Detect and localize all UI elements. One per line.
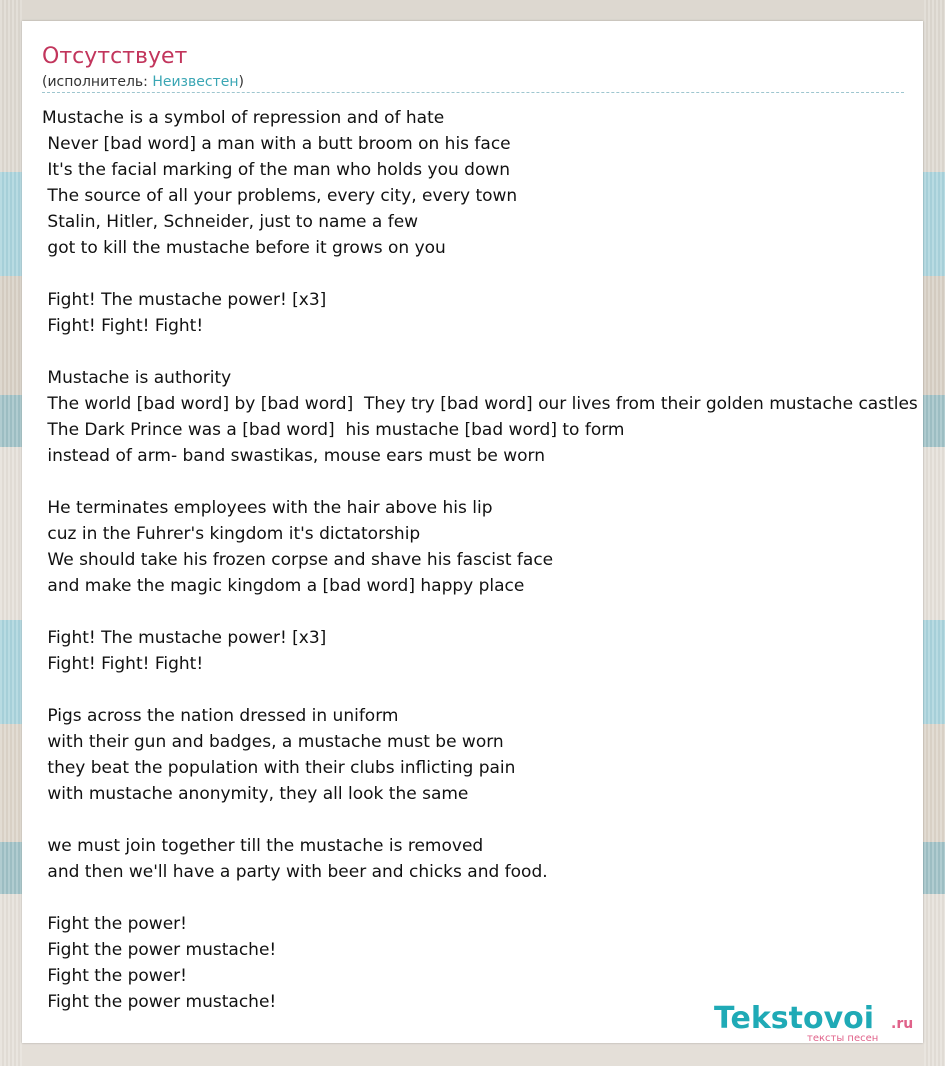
lyric-line: Never [bad word] a man with a butt broom on his face xyxy=(42,134,511,154)
background-right-stripes xyxy=(924,0,945,1066)
lyric-line: cuz in the Fuhrer's kingdom it's dictatorship xyxy=(42,524,421,544)
lyric-line: Mustache is authority xyxy=(42,368,232,388)
lyric-line: The world [bad word] by [bad word] They try [bad word] our lives from their golden mustache castles xyxy=(42,394,918,414)
lyric-line xyxy=(42,339,918,365)
lyric-line: Stalin, Hitler, Schneider, just to name a few xyxy=(42,212,419,232)
lyric-line: The Dark Prince was a [bad word] his mustache [bad word] to form xyxy=(42,420,625,440)
logo-tld: .ru xyxy=(891,1016,914,1032)
lyric-line: We should take his frozen corpse and shave his fascist face xyxy=(42,550,554,570)
lyric-line: Fight! The mustache power! [x3] xyxy=(42,628,327,648)
lyric-line xyxy=(42,677,918,703)
lyric-line: Fight! Fight! Fight! xyxy=(42,654,204,674)
lyric-line: Fight the power mustache! xyxy=(42,940,277,960)
artist-prefix: (исполнитель: xyxy=(42,74,153,90)
artist-line xyxy=(42,73,244,91)
lyric-line: and make the magic kingdom a [bad word] happy place xyxy=(42,576,525,596)
lyric-line: with mustache anonymity, they all look the same xyxy=(42,784,469,804)
lyric-line: He terminates employees with the hair above his lip xyxy=(42,498,493,518)
lyric-line: they beat the population with their clubs inflicting pain xyxy=(42,758,516,778)
lyric-line xyxy=(42,469,918,495)
lyric-line: Fight! Fight! Fight! xyxy=(42,316,204,336)
title-divider xyxy=(42,92,904,93)
lyric-line: with their gun and badges, a mustache must be worn xyxy=(42,732,504,752)
lyric-line: The source of all your problems, every city, every town xyxy=(42,186,518,206)
lyric-line: Fight the power! xyxy=(42,966,187,986)
lyric-line xyxy=(42,807,918,833)
song-title: Отсутствует xyxy=(42,44,188,69)
lyric-line: Pigs across the nation dressed in uniform xyxy=(42,706,399,726)
lyric-line: instead of arm- band swastikas, mouse ears must be worn xyxy=(42,446,545,466)
lyric-line xyxy=(42,261,918,287)
logo-tagline: тексты песен xyxy=(807,1033,879,1044)
lyric-line xyxy=(42,885,918,911)
lyric-line: got to kill the mustache before it grows on you xyxy=(42,238,446,258)
artist-suffix: ) xyxy=(238,74,244,90)
lyric-line: Fight! The mustache power! [x3] xyxy=(42,290,327,310)
lyric-line: we must join together till the mustache is removed xyxy=(42,836,484,856)
site-logo[interactable] xyxy=(714,1001,924,1044)
lyrics-text xyxy=(42,105,918,1015)
lyrics-card xyxy=(22,21,923,1043)
background-left-stripes xyxy=(0,0,22,1066)
lyric-line: Fight the power! xyxy=(42,914,187,934)
lyric-line: Fight the power mustache! xyxy=(42,992,277,1012)
artist-link[interactable]: Неизвестен xyxy=(152,74,239,90)
lyric-line: Mustache is a symbol of repression and of hate xyxy=(42,108,445,128)
logo-name: Tekstovoi xyxy=(714,1001,875,1036)
lyric-line: and then we'll have a party with beer and chicks and food. xyxy=(42,862,548,882)
lyric-line: It's the facial marking of the man who holds you down xyxy=(42,160,511,180)
lyric-line xyxy=(42,599,918,625)
